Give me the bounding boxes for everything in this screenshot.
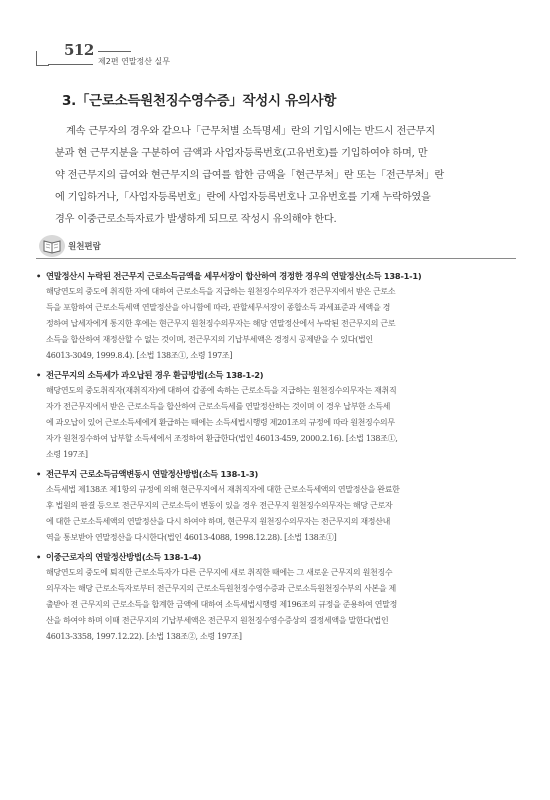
item-heading: 이중근로자의 연말정산방법(소득 138-1-4)	[46, 552, 202, 562]
section-title: 3.「근로소득원천징수영수증」작성시 유의사항	[62, 93, 337, 109]
item-line: 후 법원의 판결 등으로 전근무지의 근로소득이 변동이 있을 경우 전근무지 원천징수의무자는 해당 근로자	[46, 501, 393, 510]
item-body	[46, 284, 516, 364]
reference-item	[36, 368, 516, 463]
item-body	[46, 383, 516, 463]
bullet-icon: •	[36, 370, 42, 380]
item-line: 득을 포함하여 근로소득세액 연말정산을 아니함에 따라, 관할세무서장이 종합소득 과세표준과 세액을 경	[46, 303, 391, 312]
intro-line: 경우 이중근로소득자료가 발생하게 되므로 작성시 유의해야 한다.	[55, 214, 337, 225]
reference-item	[36, 467, 516, 546]
page-number: 512	[64, 41, 94, 59]
item-heading: 전근무지 근로소득금액변동시 연말정산방법(소득 138-1-3)	[46, 469, 259, 479]
item-line: 소득세법 제138조 제1항의 규정에 의해 현근무지에서 재취직자에 대한 근로소득세액의 연말정산을 완료한	[46, 485, 400, 494]
reference-items	[36, 269, 516, 649]
intro-paragraph	[55, 121, 495, 231]
item-line: 46013-3358, 1997.12.22). [소법 138조②, 소령 197조]	[46, 632, 242, 641]
item-body	[46, 565, 516, 645]
item-line: 46013-3049, 1999.8.4). [소법 138조①, 소령 197조]	[46, 351, 233, 360]
item-line: 소득을 합산하여 재정산할 수 없는 것이며, 전근무지의 기납부세액은 경정시 공제받을 수 있다(법인	[46, 335, 373, 344]
item-line: 자가 원천징수하여 납부할 소득세에서 조정하여 환급한다(법인 46013-459, 2000.2.16). [소법 138조①,	[46, 434, 398, 443]
item-line: 해당연도의 중도에 퇴직한 근로소득자가 다른 근무지에 새로 취직한 때에는 그 새로운 근무지의 원천징수	[46, 568, 393, 577]
item-line: 자가 전근무지에서 받은 근로소득을 합산하여 근로소득세를 연말정산하는 것이며 이 경우 납부한 소득세	[46, 402, 391, 411]
item-line: 해당연도의 중도취직자(재취직자)에 대하여 갑종에 속하는 근로소득을 지급하는 원천징수의무자는 재취직	[46, 386, 397, 395]
item-heading: 연말정산시 누락된 전근무지 근로소득금액을 세무서장이 합산하여 경정한 경우의 연말정산(소득 138-1-1)	[46, 271, 422, 281]
item-line: 산을 하여야 하며 이때 전근무지의 기납부세액은 전근무지 원천징수영수증상의 결정세액을 말한다(법인	[46, 616, 389, 625]
intro-line: 계속 근무자의 경우와 같으나「근무처별 소득명세」란의 기입시에는 반드시 전근무지	[66, 126, 436, 137]
item-line: 출받아 전 근무지의 근로소득을 합계한 금액에 대하여 소득세법시행령 제196조의 규정을 준용하여 연말정	[46, 600, 398, 609]
item-line: 의무자는 해당 근로소득자로부터 전근무지의 근로소득원천징수영수증과 근로소득원천징수부의 사본을 제	[46, 584, 396, 593]
intro-line: 분과 현 근무지분을 구분하여 금액과 사업자등록번호(고유번호)를 기입하여야 하며, 만	[55, 148, 428, 159]
item-line: 역을 통보받아 연말정산을 다시한다(법인 46013-4088, 1998.12.28). [소법 138조①]	[46, 533, 337, 542]
intro-line: 약 전근무지의 급여와 현근무지의 급여를 합한 금액을「현근무처」란 또는「전근무처」란	[55, 170, 445, 181]
page-number-rule	[98, 51, 131, 52]
reference-item	[36, 550, 516, 645]
item-body	[46, 482, 516, 546]
reference-label: 원천편람	[68, 242, 101, 252]
header-rule	[48, 64, 93, 65]
intro-line: 에 기입하거나,「사업자등록번호」란에 사업자등록번호나 고유번호를 기재 누락하였을	[55, 192, 431, 203]
item-heading: 전근무지의 소득세가 과오납된 경우 환급방법(소득 138-1-2)	[46, 370, 264, 380]
bullet-icon: •	[36, 552, 42, 562]
page-header	[36, 38, 516, 66]
item-line: 정하여 납세자에게 통지한 후에는 현근무지 원천징수의무자는 해당 연말정산에서 누락된 전근무지의 근로	[46, 319, 396, 328]
bullet-icon: •	[36, 271, 42, 281]
section-label: 제2편 연말정산 실무	[98, 57, 170, 66]
item-line: 에 대한 근로소득세액의 연말정산을 다시 하여야 하며, 현근무지 원천징수의무자는 전근무지의 재정산내	[46, 517, 391, 526]
book-icon	[38, 232, 66, 258]
bullet-icon: •	[36, 469, 42, 479]
reference-divider	[36, 258, 516, 259]
reference-item	[36, 269, 516, 364]
item-line: 해당연도의 중도에 취직한 자에 대하여 근로소득을 지급하는 원천징수의무자가 전근무지에서 받은 근로소	[46, 287, 396, 296]
item-line: 소령 197조]	[46, 450, 88, 459]
item-line: 에 과오납이 있어 근로소득세에게 환급하는 때에는 소득세법시행령 제201조의 규정에 따라 원천징수의무	[46, 418, 395, 427]
